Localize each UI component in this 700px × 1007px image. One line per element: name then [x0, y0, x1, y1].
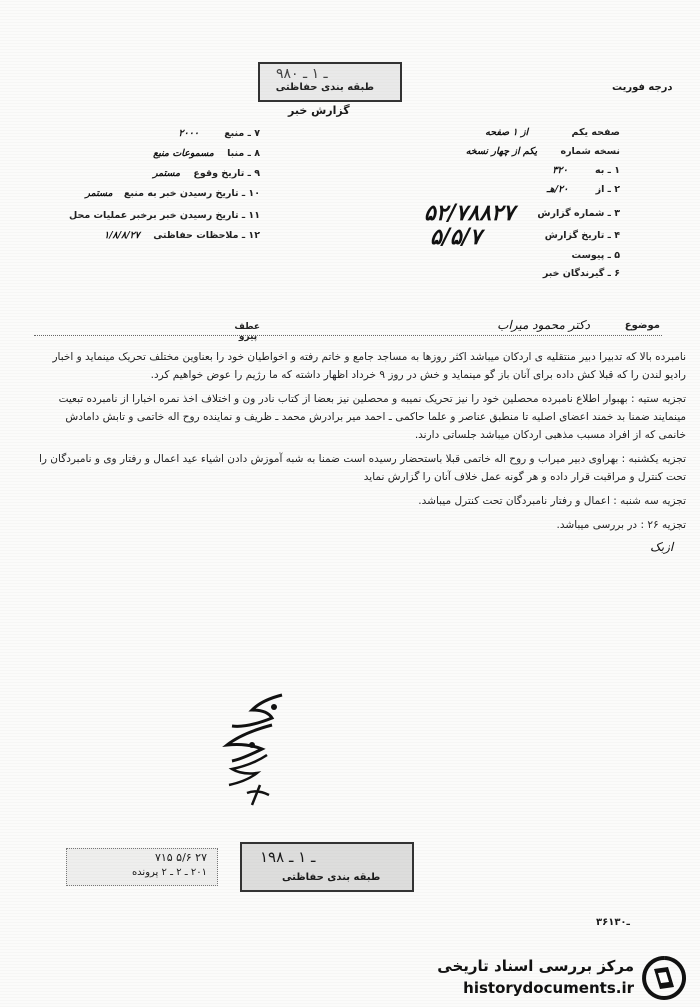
- field-label: صفحه یکم: [571, 127, 620, 138]
- priority-label: درجه فوریت: [612, 82, 673, 93]
- report-title: گزارش خبر: [288, 104, 350, 117]
- field-security-notes: [104, 230, 260, 241]
- field-label: ۱ ـ به: [594, 165, 620, 176]
- subject-label: موضوع: [624, 320, 660, 331]
- archive-logo-icon: [640, 955, 688, 1001]
- margin-note: عطف پیرو: [234, 322, 260, 342]
- field-label: ۸ ـ منبا: [227, 148, 260, 159]
- field-value: ۲۰/هـ: [546, 184, 569, 195]
- field-label: ۹ ـ تاریخ وقوع: [193, 168, 260, 179]
- field-news-to-source-date: [85, 188, 260, 199]
- field-value: مستمر: [85, 188, 113, 199]
- field-page: [485, 127, 620, 138]
- signature: [212, 685, 302, 815]
- report-number-value: ۵۲/۷۸۸۲۷: [424, 200, 515, 226]
- classification-stamp-top: [258, 62, 402, 102]
- stamp-number: ۱۹۸ ـ ۱ ـ: [260, 848, 316, 866]
- field-label: ۳ ـ شماره گزارش: [537, 208, 620, 219]
- document-number: ۳۶ـ۱۳۰: [596, 917, 630, 928]
- report-body: [36, 348, 686, 540]
- field-value: ۲۰۰۰: [178, 128, 199, 139]
- field-label: ۱۲ ـ ملاحظات حفاظتی: [153, 230, 260, 241]
- field-value: مستمر: [152, 168, 181, 179]
- field-report-number: [537, 208, 620, 219]
- field-value: مسموعات منبع: [153, 148, 214, 159]
- brand-watermark: [412, 955, 692, 1003]
- field-value: یکم از چهار نسخه: [465, 146, 538, 157]
- field-news-to-operations-date: [69, 210, 260, 221]
- field-label: ۲ ـ از: [595, 184, 620, 195]
- classification-stamp-bottom: [240, 842, 414, 892]
- subject-value: دکتر محمود میراب: [497, 318, 590, 332]
- field-label: ۷ ـ منبع: [224, 128, 260, 139]
- field-origin: [153, 148, 260, 159]
- reference-box: [66, 848, 218, 886]
- field-from: [547, 184, 620, 195]
- field-to: [552, 165, 620, 176]
- reference-line-1: ۷۱۵ ۵/۶ ۲۷: [154, 851, 207, 864]
- handwritten-margin-note: ازبک: [650, 540, 674, 554]
- field-label: ۱۱ ـ تاریخ رسیدن خبر برخبر عملیات محل: [69, 210, 260, 221]
- field-label: ۵ ـ پیوست: [571, 250, 620, 261]
- stamp-label: طبقه بندی حفاظتی: [282, 872, 381, 883]
- field-value: از ۱ صفحه: [485, 127, 529, 138]
- stamp-label: طبقه بندی حفاظتی: [275, 82, 374, 93]
- field-label: ۴ ـ تاریخ گزارش: [544, 230, 620, 241]
- field-label: نسخه شماره: [560, 146, 620, 157]
- body-paragraph: تجزیه سه شنبه : اعمال و رفتار نامبردگان تحت کنترل میباشد.: [418, 495, 686, 507]
- field-label: ۶ ـ گیرندگان خبر: [542, 268, 620, 279]
- subject-divider: [34, 335, 662, 337]
- body-paragraph: تجزیه ۲۶ : در بررسی میباشد.: [556, 519, 686, 531]
- field-source: [178, 128, 260, 139]
- body-paragraph: نامبرده بالا که تدبیرا دبیر منتقلیه ی اردکان میباشد اکثر روزها به مساجد جامع و خاتم رفته و اخواطیان خود را بعناوین مختلف تحریک مینماید و اخبار رادیو لندن را که قبلا کش داده برای آنان باز گو مینماید و خش در روز ۹ خرداد اظهار داشته که ما رژیم را عوض خواهیم کرد.: [52, 351, 686, 381]
- field-value: ۱/۸/۸/۲۷: [103, 230, 140, 241]
- field-copy-number: [466, 146, 620, 157]
- stamp-number: ۹۸۰ ـ ۱ ـ: [276, 66, 328, 82]
- reference-line-2: ۲۰۱ ـ ۲ ـ ۲ پرونده: [131, 867, 207, 878]
- body-paragraph: تجزیه ستیه : بهبوار اطلاع نامبرده محصلین خود را نیز تحریک نمیبه و محصلین نیز بعضا از کتاب نادر ون و اختلاف اخذ نمره اخبارا از نامبرده تبعیت مینمایند ضمنا بد خمند اعضای اصلیه تا منطبق عناصر و علما حاکمی ـ احمد میر برادرش محمد ـ ظریف و نماینده روح اله خاتمی و تابش دامادش خانمی که از افراد مسبب مذهبی اردکان میباشد جلساتی دارند.: [58, 393, 686, 441]
- brand-url: historydocuments.ir: [463, 979, 634, 997]
- field-label: ۱۰ ـ تاریخ رسیدن خبر به منبع: [123, 188, 260, 199]
- brand-name: مرکز بررسی اسناد تاریخی: [437, 957, 634, 975]
- report-date-value: ۵/۵/۷: [430, 224, 482, 250]
- field-value: ۳۲۰: [552, 165, 568, 176]
- field-event-date: [153, 168, 260, 179]
- field-report-date: [545, 230, 620, 241]
- field-attachment: [572, 250, 620, 261]
- field-recipients: [543, 268, 620, 279]
- body-paragraph: تجزیه یکشنبه : بهراوی دبیر میراب و روح اله خاتمی قبلا باستحضار رسیده است ضمنا به شبه آموزش دادن اشیاء عید اعمال و رفتار وی و نامبردگان را تحت کنترل و مراقبت قرار داده و هر گونه عمل خلاف آنان را گزارش نماید: [38, 453, 686, 483]
